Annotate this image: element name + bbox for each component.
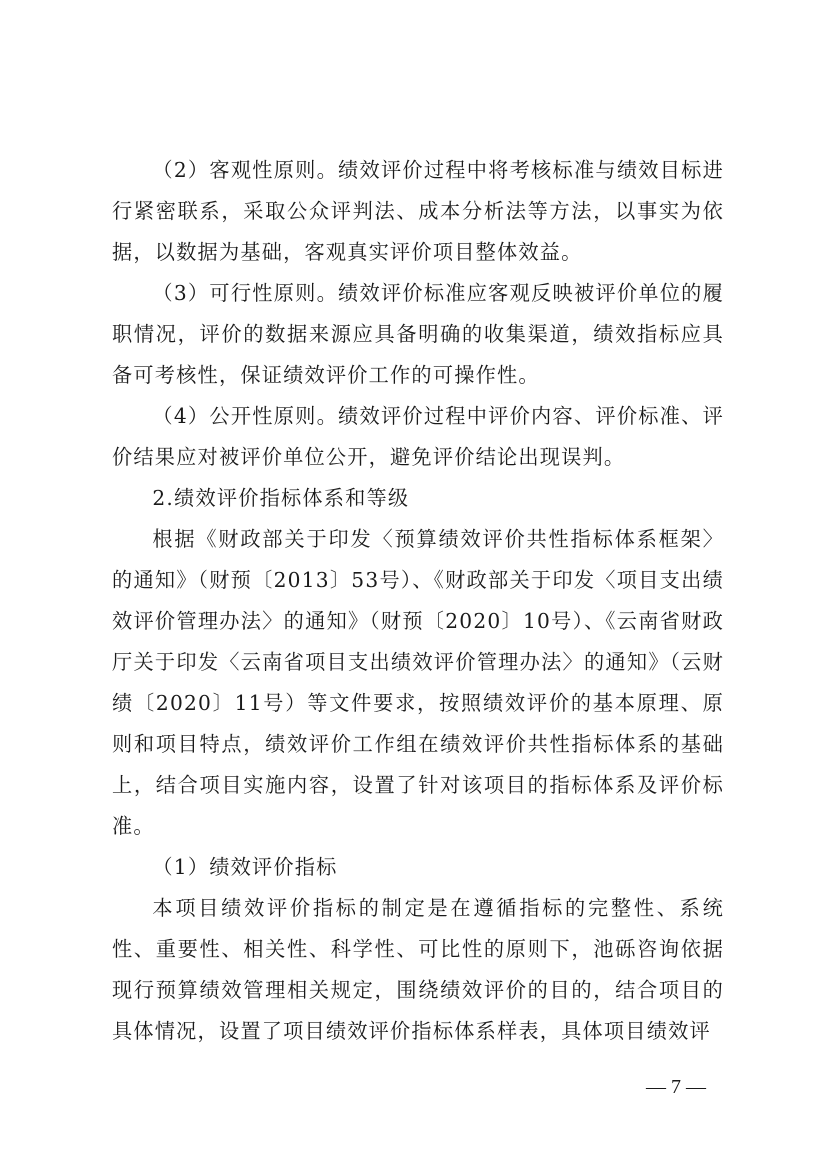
page-number: — 7 — [646, 1076, 706, 1098]
subsection-heading-indicators: （1）绩效评价指标 [152, 855, 338, 879]
paragraph-feasibility-principle: （3）可行性原则。绩效评价标准应客观反映被评价单位的履职情况，评价的数据来源应具备明确的收集渠道，绩效指标应具备可考核性，保证绩效评价工作的可操作性。 [112, 281, 724, 387]
paragraph-basis-documents: 根据《财政部关于印发〈预算绩效评价共性指标体系框架〉的通知》（财预〔2013〕53号）、《财政部关于印发〈项目支出绩效评价管理办法〉的通知》（财预〔2020〕10号）、《云南省财政厅关于印发〈云南省项目支出绩效评价管理办法〉的通知》（云财绩〔2020〕11号）等文件要求，按照绩效评价的基本原理、原则和项目特点，绩效评价工作组在绩效评价共性指标体系的基础上，结合项目实施内容，设置了针对该项目的指标体系及评价标准。 [112, 527, 724, 838]
body-text [112, 150, 724, 1052]
paragraph-openness-principle: （4）公开性原则。绩效评价过程中评价内容、评价标准、评价结果应对被评价单位公开，避免评价结论出现误判。 [112, 404, 724, 469]
section-heading-indicator-system: 2.绩效评价指标体系和等级 [152, 486, 410, 510]
paragraph-objectivity-principle: （2）客观性原则。绩效评价过程中将考核标准与绩效目标进行紧密联系，采取公众评判法、成本分析法等方法，以事实为依据，以数据为基础，客观真实评价项目整体效益。 [112, 158, 724, 264]
paragraph-indicator-design: 本项目绩效评价指标的制定是在遵循指标的完整性、系统性、重要性、相关性、科学性、可比性的原则下，池砾咨询依据现行预算绩效管理相关规定，围绕绩效评价的目的，结合项目的具体情况，设置了项目绩效评价指标体系样表，具体项目绩效评 [112, 896, 724, 1043]
